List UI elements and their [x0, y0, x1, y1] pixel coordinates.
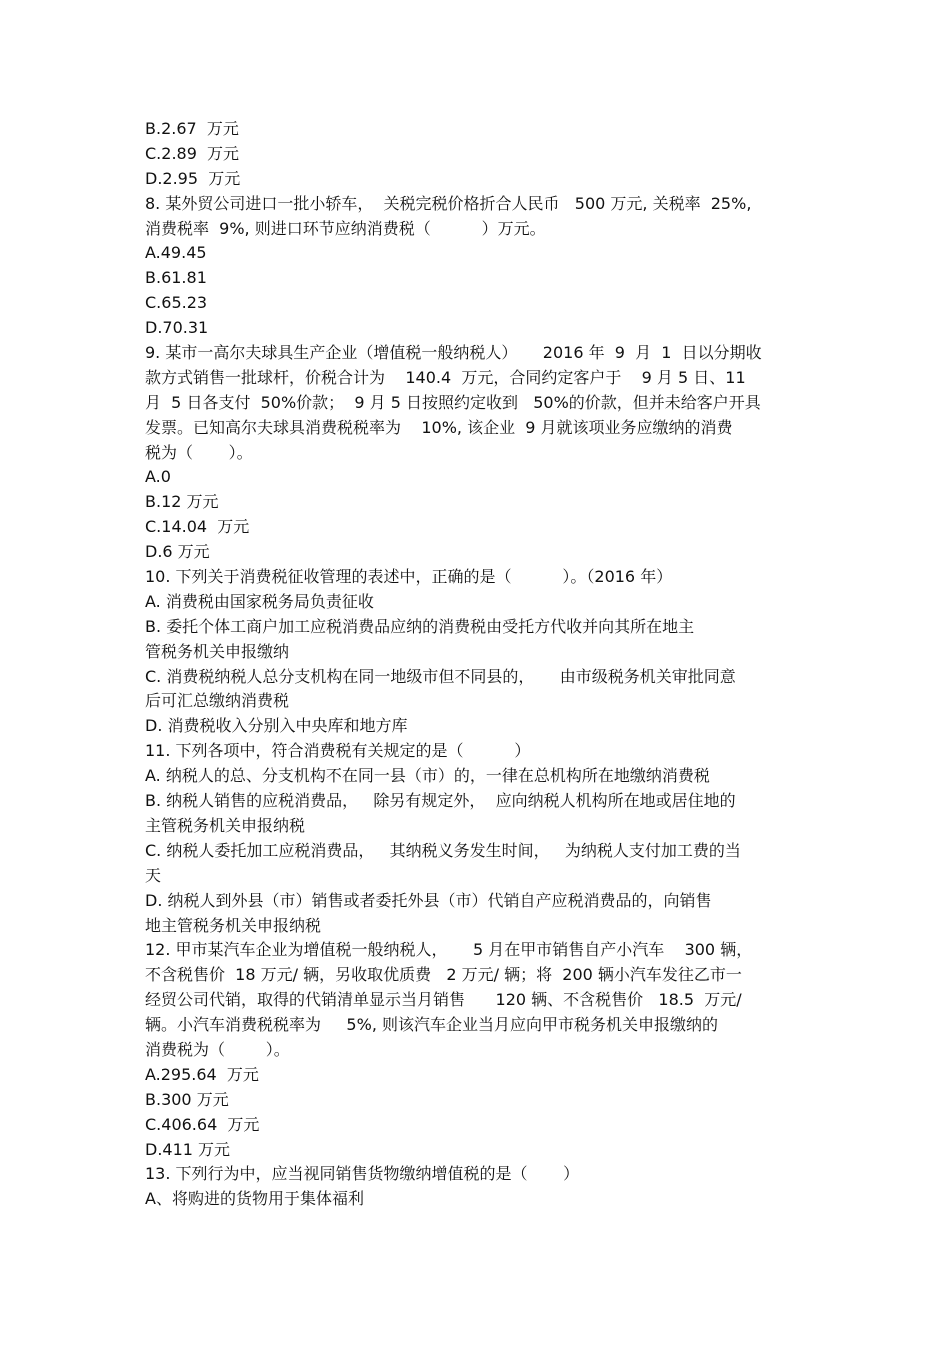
text-line: C.406.64 万元 — [145, 1114, 260, 1134]
text-line: 月 5 日各支付 50%价款； 9 月 5 日按照约定收到 50%的价款，但并未给客户开具 — [145, 392, 761, 412]
text-line: 8. 某外贸公司进口一批小轿车， 关税完税价格折合人民币 500 万元, 关税率 25%, — [145, 193, 752, 213]
text-line: 9. 某市一高尔夫球具生产企业（增值税一般纳税人） 2016 年 9 月 1 日以分期收 — [145, 343, 762, 363]
text-line: C.65.23 — [145, 293, 208, 313]
text-line: B.300 万元 — [145, 1089, 229, 1109]
text-line: B.2.67 万元 — [145, 119, 239, 138]
text-line: A、将购进的货物用于集体福利 — [145, 1189, 364, 1209]
text-line: 地主管税务机关申报纳税 — [145, 915, 322, 935]
text-line: C.14.04 万元 — [145, 517, 250, 537]
text-line: A.49.45 — [145, 243, 207, 263]
text-line: 税为（ ）。 — [145, 442, 253, 462]
text-line: 款方式销售一批球杆，价税合计为 140.4 万元，合同约定客户于 9 月 5 日、11 — [145, 367, 746, 387]
text-line: 不含税售价 18 万元/ 辆，另收取优质费 2 万元/ 辆；将 200 辆小汽车发往乙市一 — [145, 965, 742, 985]
text-line: 发票。已知高尔夫球具消费税税率为 10%, 该企业 9 月就该项业务应缴纳的消费 — [145, 417, 733, 437]
text-line: C. 消费税纳税人总分支机构在同一地级市但不同县的， 由市级税务机关审批同意 — [145, 666, 736, 686]
text-line: 11. 下列各项中，符合消费税有关规定的是（ ） — [145, 741, 531, 761]
text-line: B.12 万元 — [145, 492, 219, 512]
text-line: A.0 — [145, 467, 171, 487]
question-text — [145, 117, 815, 1212]
text-line: 消费税率 9%, 则进口环节应纳消费税（ ）万元。 — [145, 218, 546, 238]
text-line: D. 消费税收入分别入中央库和地方库 — [145, 716, 408, 736]
text-line: 主管税务机关申报纳税 — [145, 815, 306, 835]
text-line: 12. 甲市某汽车企业为增值税一般纳税人， 5 月在甲市销售自产小汽车 300 辆， — [145, 940, 753, 960]
text-line: D. 纳税人到外县（市）销售或者委托外县（市）代销自产应税消费品的，向销售 — [145, 890, 712, 910]
text-line: 辆。小汽车消费税税率为 5%, 则该汽车企业当月应向甲市税务机关申报缴纳的 — [145, 1015, 718, 1035]
text-line: B. 纳税人销售的应税消费品， 除另有规定外， 应向纳税人机构所在地或居住地的 — [145, 791, 736, 811]
text-line: 经贸公司代销，取得的代销清单显示当月销售 120 辆、不含税售价 18.5 万元/ — [145, 990, 742, 1010]
text-line: A.295.64 万元 — [145, 1064, 259, 1084]
text-line: 管税务机关申报缴纳 — [145, 641, 290, 661]
text-line: 后可汇总缴纳消费税 — [145, 691, 290, 711]
text-line: 13. 下列行为中，应当视同销售货物缴纳增值税的是（ ） — [145, 1164, 580, 1184]
text-line: A. 消费税由国家税务局负责征收 — [145, 591, 374, 611]
text-line: 10. 下列关于消费税征收管理的表述中，正确的是（ ）。（2016 年） — [145, 567, 673, 587]
text-line: D.6 万元 — [145, 542, 210, 562]
text-line: A. 纳税人的总、分支机构不在同一县（市）的，一律在总机构所在地缴纳消费税 — [145, 766, 710, 786]
text-line: D.2.95 万元 — [145, 168, 241, 188]
text-line: B. 委托个体工商户加工应税消费品应纳的消费税由受托方代收并向其所在地主 — [145, 616, 695, 636]
text-line: D.70.31 — [145, 318, 209, 338]
text-line: C.2.89 万元 — [145, 143, 240, 163]
text-line: 天 — [145, 865, 162, 885]
text-line: C. 纳税人委托加工应税消费品， 其纳税义务发生时间， 为纳税人支付加工费的当 — [145, 840, 741, 860]
text-line: 消费税为（ ）。 — [145, 1039, 290, 1059]
text-line: B.61.81 — [145, 268, 207, 288]
text-line: D.411 万元 — [145, 1139, 231, 1159]
